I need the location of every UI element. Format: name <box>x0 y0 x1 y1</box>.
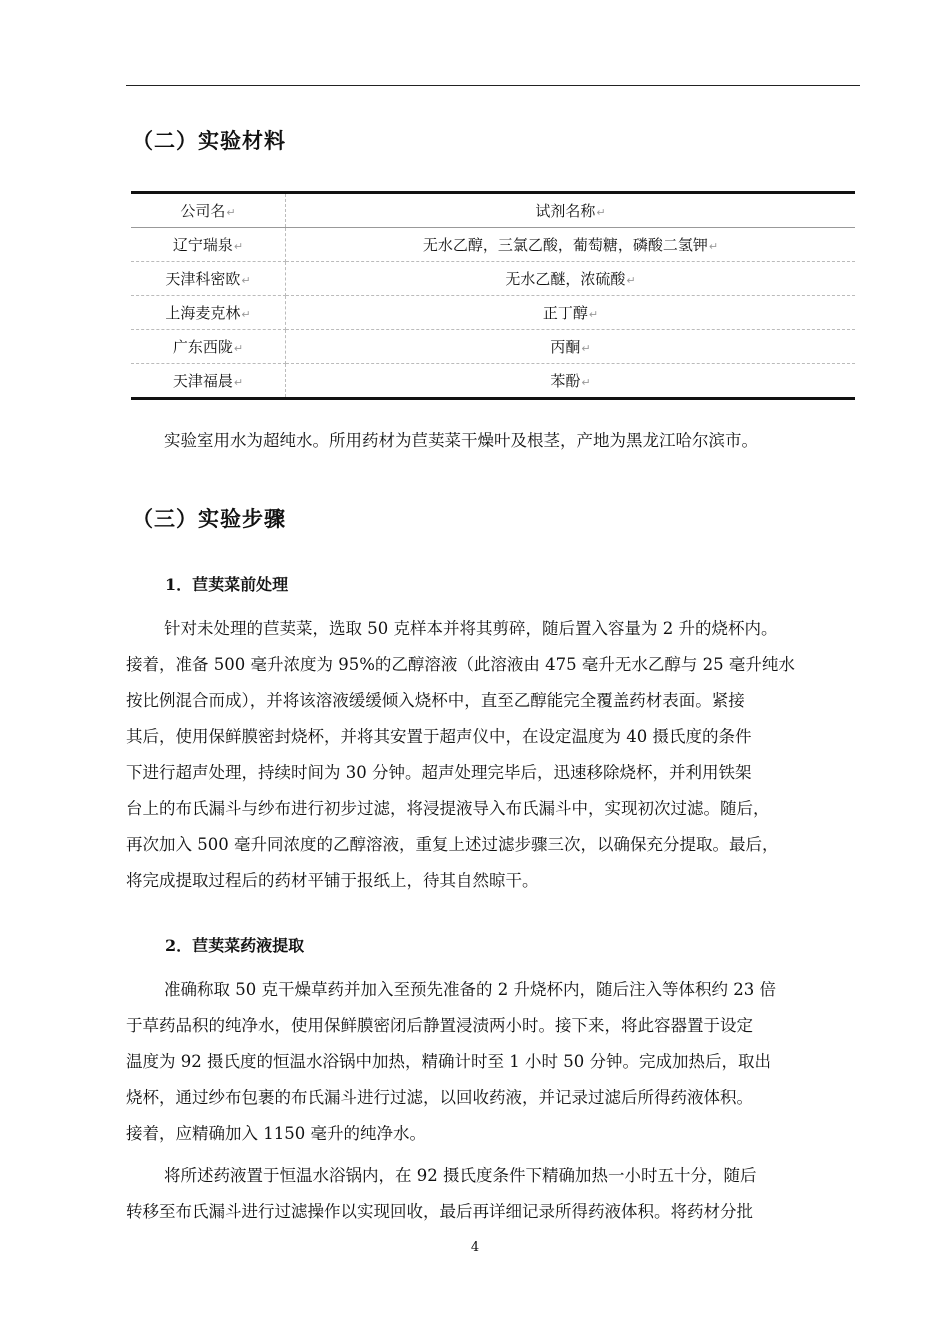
reagent-cell: 苯酚↵ <box>550 372 591 390</box>
paragraph-line: 其后，使用保鲜膜密封烧杯，并将其安置于超声仪中，在设定温度为 40 摄氏度的条件 <box>126 727 752 746</box>
table-header-row <box>131 193 855 228</box>
reagent-cell: 正丁醇↵ <box>286 296 856 330</box>
paragraph-line: 接着，准备 500 毫升浓度为 95%的乙醇溶液（此溶液由 475 毫升无水乙醇与 25 毫升纯水 <box>126 655 795 674</box>
company-cell: 广东西陇↵ <box>131 330 286 364</box>
company-cell: 天津科密欧↵ <box>131 262 286 296</box>
company-cell: 上海麦克林↵ <box>131 296 286 330</box>
company-cell: 天津福晨↵ <box>131 364 286 399</box>
table-header-company: 公司名↵ <box>131 193 286 228</box>
step1-paragraph <box>126 611 862 899</box>
section-title-procedure: （三）实验步骤 <box>132 507 286 531</box>
header-rule <box>126 85 860 86</box>
table-row <box>131 330 855 364</box>
table-header-reagent: 试剂名称↵ <box>286 193 856 228</box>
paragraph-line: 将完成提取过程后的药材平铺于报纸上，待其自然晾干。 <box>126 871 539 890</box>
paragraph-line: 按比例混合而成），并将该溶液缓缓倾入烧杯中，直至乙醇能完全覆盖药材表面。紧接 <box>126 691 745 710</box>
table-row <box>131 262 855 296</box>
step1-heading: 1．苣荬菜前处理 <box>165 575 289 594</box>
reagent-cell: 丙酮↵ <box>286 330 856 364</box>
reagent-table <box>131 191 855 400</box>
step2-paragraph-continued <box>126 1158 862 1230</box>
section-title-materials: （二）实验材料 <box>132 129 286 153</box>
company-cell: 辽宁瑞泉↵ <box>131 228 286 262</box>
paragraph-line: 烧杯，通过纱布包裹的布氏漏斗进行过滤，以回收药液，并记录过滤后所得药液体积。 <box>126 1088 753 1107</box>
paragraph-line: 再次加入 500 毫升同浓度的乙醇溶液，重复上述过滤步骤三次，以确保充分提取。最后， <box>126 835 779 854</box>
reagent-cell: 无水乙醚，浓硫酸↵ <box>286 262 856 296</box>
paragraph-line: 准确称取 50 克干燥草药并加入至预先准备的 2 升烧杯内，随后注入等体积约 23 倍 <box>164 980 776 999</box>
paragraph-line: 于草药品积的纯净水，使用保鲜膜密闭后静置浸渍两小时。接下来，将此容器置于设定 <box>126 1016 753 1035</box>
step2-paragraph <box>126 972 862 1152</box>
table-row <box>131 228 855 262</box>
paragraph-line: 下进行超声处理，持续时间为 30 分钟。超声处理完毕后，迅速移除烧杯，并利用铁架 <box>126 763 752 782</box>
paragraph-line: 将所述药液置于恒温水浴锅内，在 92 摄氏度条件下精确加热一小时五十分，随后 <box>164 1166 757 1185</box>
water-note-paragraph <box>126 423 862 459</box>
table-row <box>131 296 855 330</box>
step2-heading: 2．苣荬菜药液提取 <box>165 936 305 955</box>
paragraph-line: 针对未处理的苣荬菜，选取 50 克样本并将其剪碎，随后置入容量为 2 升的烧杯内。 <box>164 619 778 638</box>
paragraph-line: 台上的布氏漏斗与纱布进行初步过滤，将浸提液导入布氏漏斗中，实现初次过滤。随后， <box>126 799 770 818</box>
page-number: 4 <box>470 1240 480 1255</box>
paragraph-line: 转移至布氏漏斗进行过滤操作以实现回收，最后再详细记录所得药液体积。将药材分批 <box>126 1202 753 1221</box>
paragraph-line: 接着，应精确加入 1150 毫升的纯净水。 <box>126 1124 426 1143</box>
table-row <box>131 364 855 399</box>
paragraph-line: 实验室用水为超纯水。所用药材为苣荬菜干燥叶及根茎，产地为黑龙江哈尔滨市。 <box>164 431 758 450</box>
paragraph-line: 温度为 92 摄氏度的恒温水浴锅中加热，精确计时至 1 小时 50 分钟。完成加热后，取出 <box>126 1052 771 1071</box>
reagent-cell: 无水乙醇，三氯乙酸，葡萄糖，磷酸二氢钾↵ <box>286 228 856 262</box>
